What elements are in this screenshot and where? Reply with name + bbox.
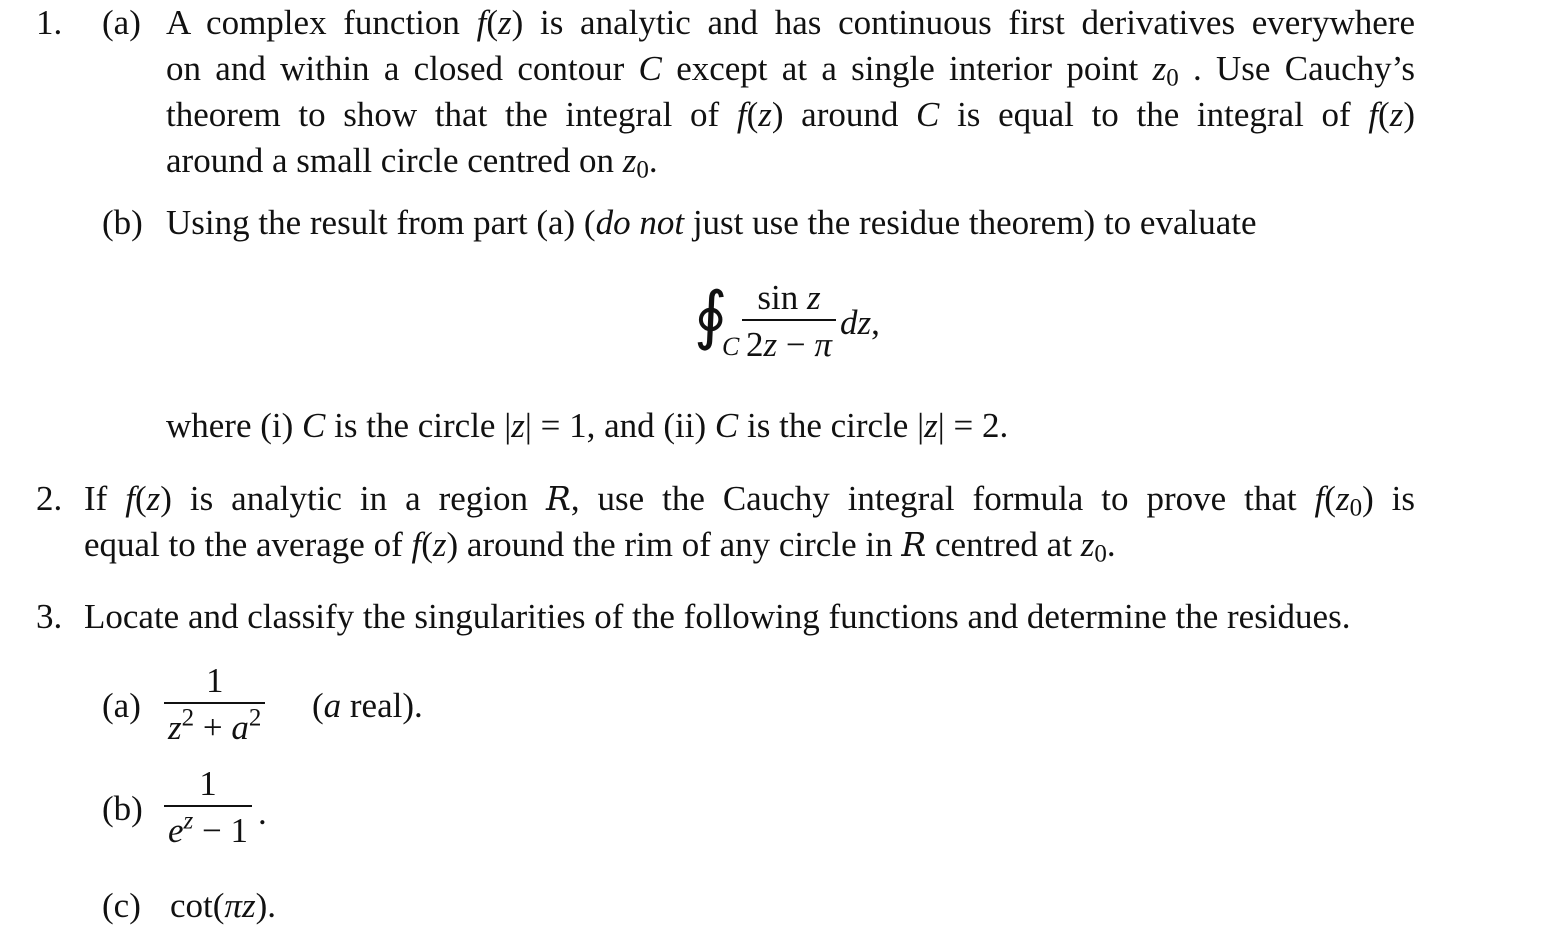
region-R-symbol-2: R bbox=[901, 525, 927, 564]
q3a-label: (a) bbox=[102, 686, 141, 725]
q2-text bbox=[84, 476, 1415, 568]
q3a-denominator: $z^2 + a^2$ bbox=[168, 703, 262, 747]
integrand-denominator: 2z − π bbox=[746, 324, 832, 364]
contour-subscript: C bbox=[722, 332, 740, 361]
q1-number: 1. bbox=[36, 3, 63, 42]
q2-number: 2. bbox=[36, 479, 63, 518]
q1a-line-4: around a small circle centred on $z_0$. bbox=[166, 141, 658, 184]
q1b-where-line: where (i) C is the circle |z| = 1, and (ii) C is the circle |z| = 2. bbox=[166, 406, 1009, 445]
q1b-integral bbox=[694, 276, 914, 376]
q3a-numerator: 1 bbox=[205, 661, 224, 700]
q3a-fraction bbox=[164, 663, 265, 745]
q1b-label: (b) bbox=[102, 203, 143, 242]
q3c-expression: cot(πz). bbox=[170, 886, 276, 925]
contour-integral-sign: ∮ bbox=[694, 279, 728, 353]
q1a-text bbox=[166, 0, 1415, 184]
q3b-denominator: $e^z - 1$ bbox=[168, 806, 249, 850]
q2-line-1: If f(z) is analytic in a region R, use the Cauchy integral formula to prove that $f(z_0)$ is bbox=[84, 479, 1416, 522]
q3c-label: (c) bbox=[102, 886, 141, 925]
q1a-line-1: A complex function f(z) is analytic and has continuous first derivatives everywhere bbox=[166, 3, 1415, 42]
q2-line-2: equal to the average of f(z) around the rim of any circle in R centred at $z_0$. bbox=[84, 525, 1116, 568]
differential: dz, bbox=[840, 303, 880, 342]
q3b-fraction bbox=[164, 766, 252, 848]
region-R-symbol: R bbox=[545, 479, 571, 518]
q3a-note: (a real). bbox=[312, 686, 423, 725]
q3-number: 3. bbox=[36, 597, 63, 636]
integrand-numerator: sin z bbox=[757, 278, 821, 317]
q1a-line-3: theorem to show that the integral of f(z) around C is equal to the integral of f(z) bbox=[166, 95, 1415, 134]
q1a-line-2: on and within a closed contour C except at a single interior point $z_0$ . Use Cauchy’s bbox=[166, 49, 1415, 92]
q3b-label: (b) bbox=[102, 789, 143, 828]
q1a-label: (a) bbox=[102, 3, 141, 42]
q1b-line-1: Using the result from part (a) (do not just use the residue theorem) to evaluate bbox=[166, 203, 1257, 242]
integrand-fraction bbox=[742, 280, 836, 362]
q3b-numerator: 1 bbox=[199, 764, 217, 803]
q3-intro: Locate and classify the singularities of the following functions and determine the residues. bbox=[84, 597, 1351, 636]
q3b-period: . bbox=[258, 793, 267, 832]
